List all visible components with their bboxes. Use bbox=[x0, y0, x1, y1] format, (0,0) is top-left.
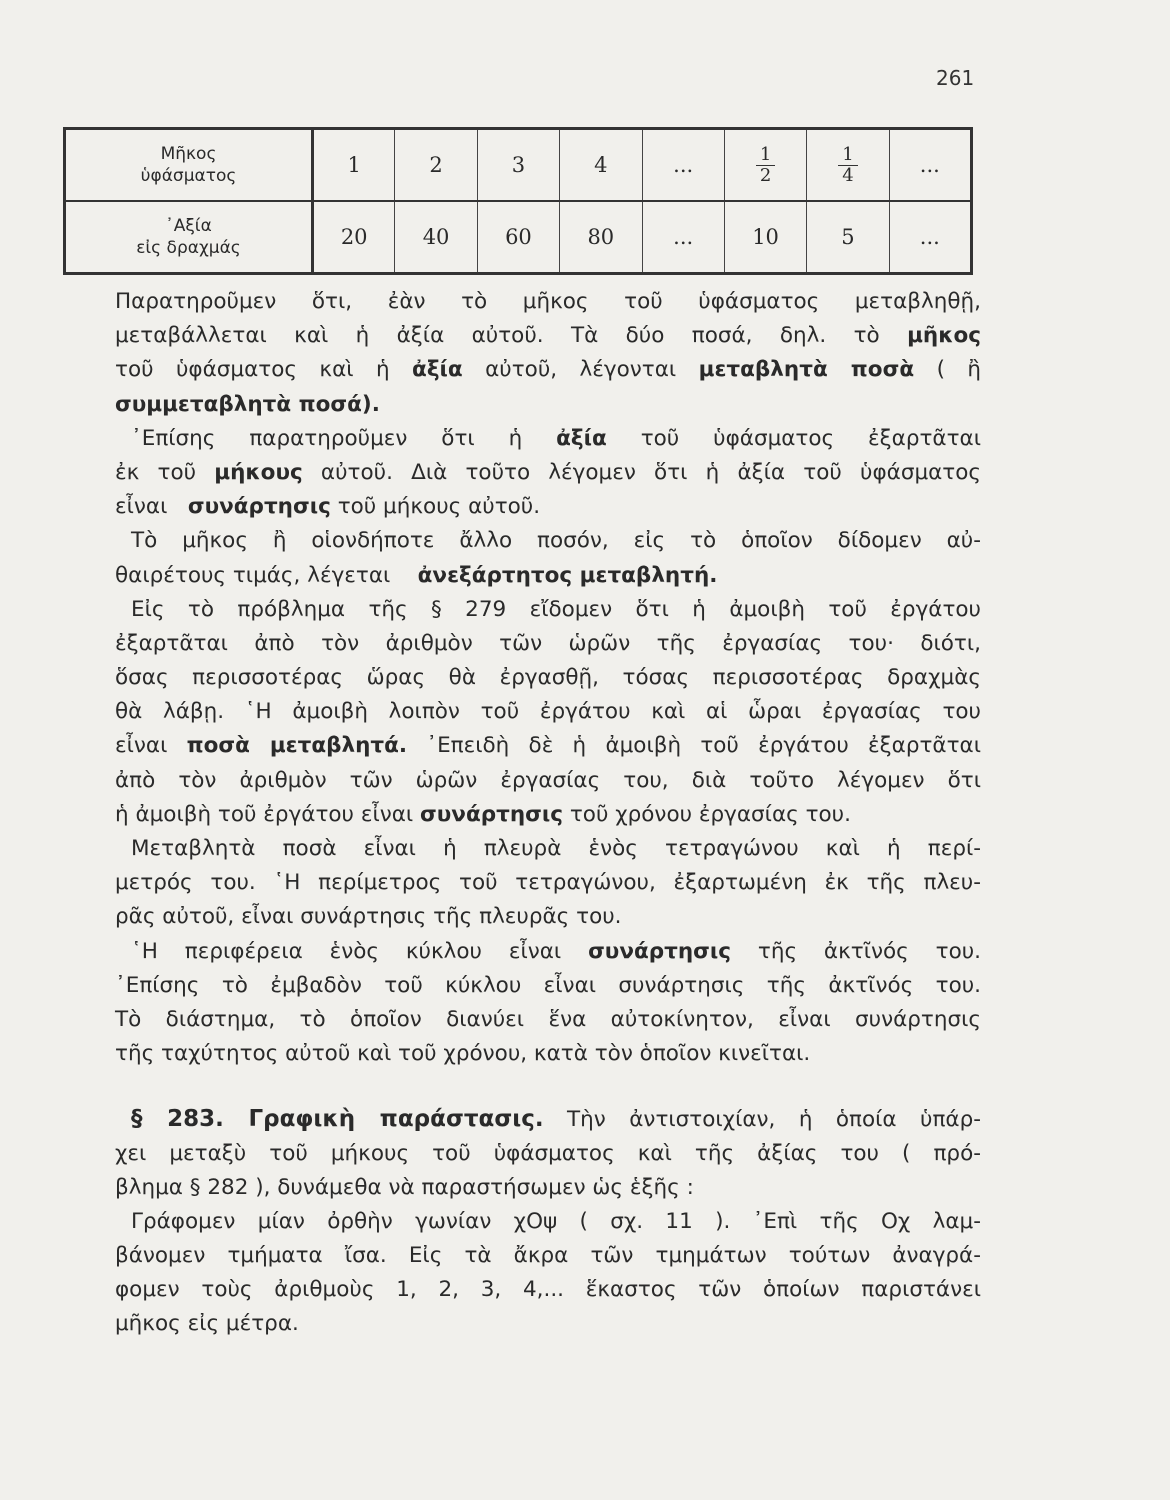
table-cell: 5 bbox=[807, 201, 889, 274]
text-line: ὅσας περισσοτέρας ὥρας θὰ ἐργασθῇ, τόσας περισσοτέρας δραχμὰς bbox=[115, 665, 981, 691]
body-text bbox=[115, 285, 981, 1342]
text-line: τοῦ ὑφάσματος καὶ ἡ ἀξία αὐτοῦ, λέγονται μεταβλητὰ ποσὰ ( ἢ bbox=[115, 357, 982, 383]
table-cell: 60 bbox=[477, 201, 559, 274]
table-cell: 40 bbox=[395, 201, 477, 274]
table-cell: 20 bbox=[313, 201, 395, 274]
text-line: χει μεταξὺ τοῦ μήκους τοῦ ὑφάσματος καὶ τῆς ἀξίας του ( πρό- bbox=[115, 1140, 981, 1166]
table-cell: 10 bbox=[724, 201, 806, 274]
table-cell: ... bbox=[642, 129, 724, 202]
text-line: μεταβάλλεται καὶ ἡ ἀξία αὐτοῦ. Τὰ δύο ποσά, δηλ. τὸ μῆκος bbox=[115, 323, 981, 349]
text-line: συμμεταβλητὰ ποσά). bbox=[115, 391, 380, 417]
text-line: Παρατηροῦμεν ὅτι, ἐὰν τὸ μῆκος τοῦ ὑφάσματος μεταβληθῇ, bbox=[115, 289, 981, 314]
row-header-length: Μῆκος ὑφάσματος bbox=[65, 129, 313, 202]
text-line: Γράφομεν μίαν ὀρθὴν γωνίαν χΟψ ( σχ. 11 ). ᾿Επὶ τῆς Οχ λαμ- bbox=[131, 1208, 981, 1234]
text-line: ᾿Επίσης παρατηροῦμεν ὅτι ἡ ἀξία τοῦ ὑφάσματος ἐξαρτᾶται bbox=[131, 425, 981, 451]
text-line: ἐξαρτᾶται ἀπὸ τὸν ἀριθμὸν τῶν ὡρῶν τῆς ἐργασίας του· διότι, bbox=[115, 630, 981, 656]
text-line: εἶναι ποσὰ μεταβλητά. ᾿Επειδὴ δὲ ἡ ἀμοιβὴ τοῦ ἐργάτου ἐξαρτᾶται bbox=[115, 733, 981, 759]
table-cell: 2 bbox=[395, 129, 477, 202]
table-cell: 4 bbox=[560, 129, 642, 202]
table-cell: 1 bbox=[313, 129, 395, 202]
text-line: Τὸ διάστημα, τὸ ὁποῖον διανύει ἕνα αὐτοκίνητον, εἶναι συνάρτησις bbox=[115, 1006, 981, 1032]
table-cell: ... bbox=[889, 201, 971, 274]
text-line: ῾Η περιφέρεια ἑνὸς κύκλου εἶναι συνάρτησις τῆς ἀκτῖνός του. bbox=[131, 938, 982, 964]
section-heading-line: § 283. Γραφικὴ παράστασις. Τὴν ἀντιστοιχίαν, ἡ ὁποία ὑπάρ- bbox=[131, 1106, 981, 1133]
table-cell-fraction: $\frac{1}{2}$ bbox=[724, 129, 806, 202]
page-number: 261 bbox=[936, 66, 975, 90]
text-line: ἐκ τοῦ μήκους αὐτοῦ. Διὰ τοῦτο λέγομεν ὅτι ἡ ἀξία τοῦ ὑφάσματος bbox=[115, 459, 982, 485]
text-line: Εἰς τὸ πρόβλημα τῆς § 279 εἴδομεν ὅτι ἡ ἀμοιβὴ τοῦ ἐργάτου bbox=[131, 596, 981, 622]
text-line: τῆς ταχύτητος αὐτοῦ καὶ τοῦ χρόνου, κατὰ τὸν ὁποῖον κινεῖται. bbox=[115, 1041, 811, 1067]
section-heading: § 283. Γραφικὴ παράστασις. bbox=[131, 1106, 544, 1133]
table-cell-fraction: $\frac{1}{4}$ bbox=[807, 129, 889, 202]
table-cell: 80 bbox=[560, 201, 642, 274]
text-line: ρᾶς αὐτοῦ, εἶναι συνάρτησις τῆς πλευρᾶς του. bbox=[115, 904, 622, 930]
text-line: βάνομεν τμήματα ἴσα. Εἰς τὰ ἄκρα τῶν τμημάτων τούτων ἀναγρά- bbox=[115, 1243, 981, 1269]
text-line: ἀπὸ τὸν ἀριθμὸν τῶν ὡρῶν ἐργασίας του, διὰ τοῦτο λέγομεν ὅτι bbox=[115, 767, 981, 793]
length-value-table bbox=[63, 127, 973, 275]
text-line: φομεν τοὺς ἀριθμοὺς 1, 2, 3, 4,... ἕκαστος τῶν ὁποίων παριστάνει bbox=[115, 1277, 981, 1303]
text-line: μετρός του. ῾Η περίμετρος τοῦ τετραγώνου, ἐξαρτωμένη ἐκ τῆς πλευ- bbox=[115, 870, 981, 896]
text-line: θὰ λάβῃ. ῾Η ἀμοιβὴ λοιπὸν τοῦ ἐργάτου καὶ αἱ ὧραι ἐργασίας του bbox=[115, 699, 981, 725]
table-row-value bbox=[65, 201, 972, 274]
table-cell: ... bbox=[642, 201, 724, 274]
table-cell: 3 bbox=[477, 129, 559, 202]
text-line: βλημα § 282 ), δυνάμεθα νὰ παραστήσωμεν ὡς ἑξῆς : bbox=[115, 1174, 694, 1200]
text-line: μῆκος εἰς μέτρα. bbox=[115, 1311, 299, 1337]
text-line: θαιρέτους τιμάς, λέγεται ἀνεξάρτητος μεταβλητή. bbox=[115, 562, 718, 588]
text-line: ἡ ἀμοιβὴ τοῦ ἐργάτου εἶναι συνάρτησις τοῦ χρόνου ἐργασίας του. bbox=[115, 801, 851, 827]
row-header-value: ᾿Αξία εἰς δραχμάς bbox=[65, 201, 313, 274]
text-line: εἶναι συνάρτησις τοῦ μήκους αὐτοῦ. bbox=[115, 494, 541, 520]
text-line: Τὸ μῆκος ἢ οἱονδήποτε ἄλλο ποσόν, εἰς τὸ ὁποῖον δίδομεν αὐ- bbox=[131, 528, 981, 554]
text-line: ᾿Επίσης τὸ ἐμβαδὸν τοῦ κύκλου εἶναι συνάρτησις τῆς ἀκτῖνός του. bbox=[115, 972, 981, 998]
text-line: Μεταβλητὰ ποσὰ εἶναι ἡ πλευρὰ ἑνὸς τετραγώνου καὶ ἡ περί- bbox=[131, 836, 981, 861]
table-row-length bbox=[65, 129, 972, 202]
table-cell: ... bbox=[889, 129, 971, 202]
